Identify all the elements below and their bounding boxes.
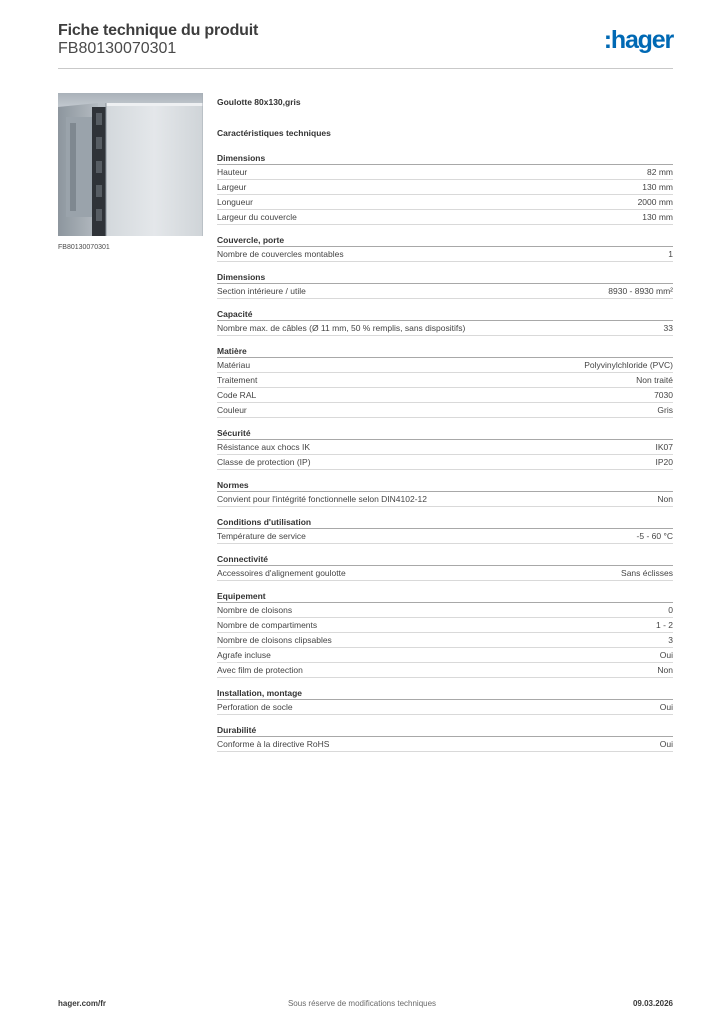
- spec-row: [217, 633, 673, 648]
- spec-value: 3: [668, 635, 673, 645]
- spec-label: Nombre max. de câbles (Ø 11 mm, 50 % remplis, sans dispositifs): [217, 323, 466, 333]
- spec-label: Largeur: [217, 182, 247, 192]
- spec-label: Nombre de couvercles montables: [217, 249, 344, 259]
- spec-group-title: Normes: [217, 479, 673, 492]
- spec-label: Agrafe incluse: [217, 650, 271, 660]
- spec-group-title: Matière: [217, 345, 673, 358]
- spec-group: [217, 234, 673, 262]
- spec-value: Non: [657, 494, 673, 504]
- spec-value: IK07: [655, 442, 673, 452]
- spec-group-title: Capacité: [217, 308, 673, 321]
- spec-row: [217, 492, 673, 507]
- spec-label: Nombre de cloisons: [217, 605, 293, 615]
- spec-row: [217, 663, 673, 678]
- spec-value: 8930 - 8930 mm²: [608, 286, 673, 296]
- spec-value: -5 - 60 °C: [636, 531, 673, 541]
- image-caption: FB80130070301: [58, 244, 110, 251]
- spec-label: Nombre de compartiments: [217, 620, 318, 630]
- spec-label: Accessoires d'alignement goulotte: [217, 568, 346, 578]
- spec-label: Température de service: [217, 531, 306, 541]
- spec-value: 0: [668, 605, 673, 615]
- spec-row: [217, 455, 673, 470]
- cable-trunking-illustration: [58, 93, 203, 236]
- spec-row: [217, 388, 673, 403]
- spec-group-title: Installation, montage: [217, 687, 673, 700]
- specifications-panel: [217, 97, 673, 761]
- spec-group: [217, 479, 673, 507]
- spec-row: [217, 358, 673, 373]
- spec-group: [217, 308, 673, 336]
- product-image: [58, 93, 203, 236]
- spec-row: [217, 700, 673, 715]
- spec-row: [217, 247, 673, 262]
- spec-group-title: Durabilité: [217, 724, 673, 737]
- spec-row: [217, 603, 673, 618]
- spec-label: Longueur: [217, 197, 253, 207]
- header-divider: [58, 68, 673, 69]
- spec-group-title: Connectivité: [217, 553, 673, 566]
- spec-label: Perforation de socle: [217, 702, 293, 712]
- spec-row: [217, 403, 673, 418]
- spec-group-title: Conditions d'utilisation: [217, 516, 673, 529]
- spec-value: Oui: [659, 739, 673, 749]
- spec-label: Section intérieure / utile: [217, 286, 306, 296]
- spec-value: Non traité: [636, 375, 673, 385]
- footer-disclaimer: Sous réserve de modifications techniques: [287, 999, 437, 1008]
- hager-logo: :hager: [603, 26, 673, 54]
- spec-value: Oui: [659, 650, 673, 660]
- spec-group: [217, 345, 673, 418]
- spec-label: Nombre de cloisons clipsables: [217, 635, 332, 645]
- spec-row: [217, 440, 673, 455]
- document-title: Fiche technique du produit: [58, 22, 259, 39]
- spec-group: [217, 271, 673, 299]
- spec-group: [217, 553, 673, 581]
- product-reference: FB80130070301: [58, 40, 177, 57]
- product-name: Goulotte 80x130,gris: [217, 97, 301, 107]
- spec-value: 7030: [654, 390, 673, 400]
- spec-groups: [217, 152, 673, 752]
- spec-row: [217, 618, 673, 633]
- spec-value: 1 - 2: [655, 620, 673, 630]
- spec-group: [217, 152, 673, 225]
- spec-label: Matériau: [217, 360, 251, 370]
- spec-group-title: Sécurité: [217, 427, 673, 440]
- spec-value: 2000 mm: [637, 197, 673, 207]
- spec-label: Convient pour l'intégrité fonctionnelle selon DIN4102-12: [217, 494, 428, 504]
- characteristics-title: Caractéristiques techniques: [217, 128, 331, 138]
- spec-label: Largeur du couvercle: [217, 212, 297, 222]
- spec-label: Conforme à la directive RoHS: [217, 739, 330, 749]
- footer-website: hager.com/fr: [58, 999, 107, 1008]
- spec-row: [217, 566, 673, 581]
- spec-label: Avec film de protection: [217, 665, 303, 675]
- spec-label: Hauteur: [217, 167, 248, 177]
- spec-group: [217, 590, 673, 678]
- spec-row: [217, 373, 673, 388]
- spec-row: [217, 195, 673, 210]
- spec-value: Non: [657, 665, 673, 675]
- spec-value: Gris: [657, 405, 673, 415]
- spec-row: [217, 737, 673, 752]
- spec-group: [217, 687, 673, 715]
- spec-value: Polyvinylchloride (PVC): [584, 360, 673, 370]
- footer-date: 09.03.2026: [632, 999, 673, 1008]
- spec-row: [217, 648, 673, 663]
- spec-value: 82 mm: [647, 167, 673, 177]
- spec-group: [217, 724, 673, 752]
- spec-group-title: Equipement: [217, 590, 673, 603]
- spec-row: [217, 529, 673, 544]
- spec-group-title: Couvercle, porte: [217, 234, 673, 247]
- spec-value: Oui: [659, 702, 673, 712]
- spec-row: [217, 284, 673, 299]
- spec-label: Traitement: [217, 375, 258, 385]
- spec-label: Classe de protection (IP): [217, 457, 311, 467]
- spec-group-title: Dimensions: [217, 271, 673, 284]
- spec-value: 33: [663, 323, 673, 333]
- spec-value: IP20: [655, 457, 673, 467]
- spec-value: Sans éclisses: [621, 568, 673, 578]
- spec-row: [217, 321, 673, 336]
- spec-value: 130 mm: [642, 182, 673, 192]
- spec-label: Couleur: [217, 405, 247, 415]
- spec-row: [217, 180, 673, 195]
- spec-label: Résistance aux chocs IK: [217, 442, 311, 452]
- spec-value: 1: [668, 249, 673, 259]
- spec-group: [217, 516, 673, 544]
- page-header: [58, 20, 673, 70]
- spec-label: Code RAL: [217, 390, 257, 400]
- spec-group: [217, 427, 673, 470]
- spec-row: [217, 165, 673, 180]
- spec-group-title: Dimensions: [217, 152, 673, 165]
- spec-row: [217, 210, 673, 225]
- spec-value: 130 mm: [642, 212, 673, 222]
